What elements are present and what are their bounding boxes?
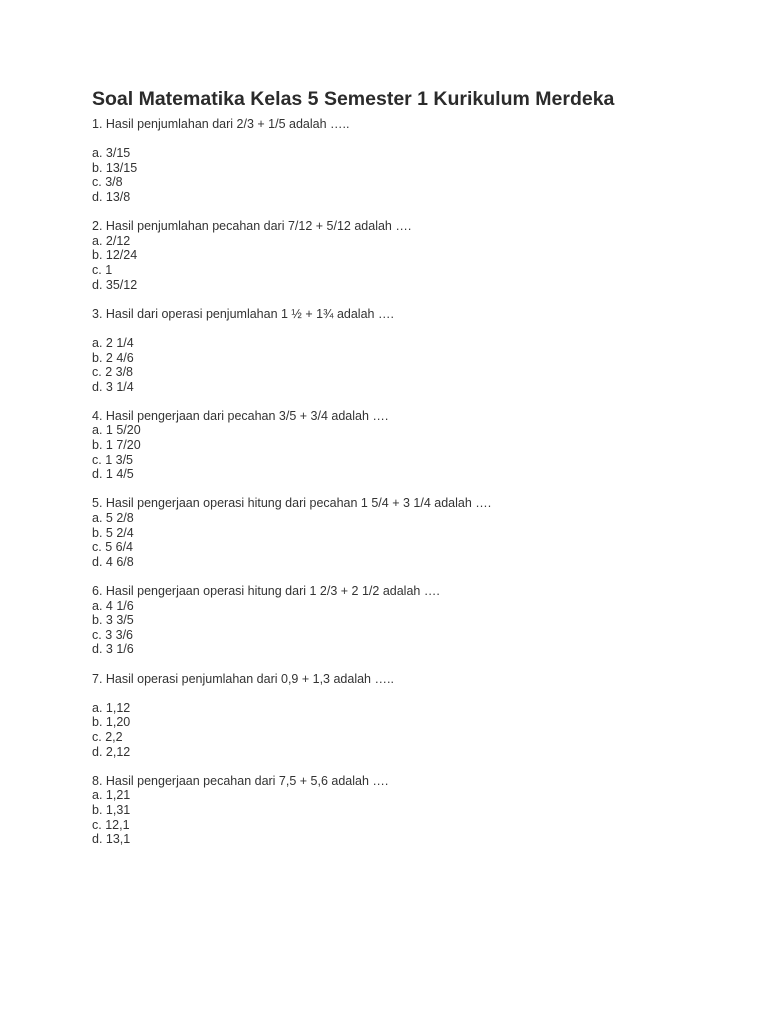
option-a: a. 4 1/6	[92, 598, 134, 613]
option-b: b. 1,20	[92, 715, 131, 730]
option-b: b. 12/24	[92, 248, 138, 263]
option-c: c. 5 6/4	[92, 540, 133, 555]
option-c: c. 12,1	[92, 817, 130, 832]
spacer	[92, 321, 732, 336]
options-list	[92, 234, 732, 292]
question-text: 5. Hasil pengerjaan operasi hitung dari pecahan 1 5/4 + 3 1/4 adalah ….	[92, 496, 492, 511]
options-list	[92, 146, 732, 204]
option-d: d. 13/8	[92, 189, 131, 204]
question-2	[92, 219, 732, 292]
spacer	[92, 205, 732, 220]
question-text: 8. Hasil pengerjaan pecahan dari 7,5 + 5,6 adalah ….	[92, 773, 389, 788]
option-c: c. 3/8	[92, 175, 123, 190]
page-title: Soal Matematika Kelas 5 Semester 1 Kurikulum Merdeka	[92, 88, 615, 110]
question-7	[92, 672, 732, 760]
document-page	[92, 87, 732, 847]
spacer	[92, 482, 732, 497]
question-text: 2. Hasil penjumlahan pecahan dari 7/12 + 5/12 adalah ….	[92, 219, 412, 234]
option-d: d. 13,1	[92, 832, 131, 847]
option-d: d. 4 6/8	[92, 554, 134, 569]
option-c: c. 3 3/6	[92, 627, 133, 642]
question-text: 3. Hasil dari operasi penjumlahan 1 ½ + 1¾ adalah ….	[92, 306, 394, 321]
question-text: 4. Hasil pengerjaan dari pecahan 3/5 + 3/4 adalah ….	[92, 408, 389, 423]
option-a: a. 2 1/4	[92, 335, 134, 350]
question-text: 1. Hasil penjumlahan dari 2/3 + 1/5 adalah …..	[92, 117, 350, 131]
spacer	[92, 569, 732, 584]
option-c: c. 1 3/5	[92, 452, 133, 467]
option-d: d. 3 1/6	[92, 642, 134, 657]
question-text: 6. Hasil pengerjaan operasi hitung dari 1 2/3 + 2 1/2 adalah ….	[92, 584, 440, 598]
spacer	[92, 292, 732, 307]
option-a: a. 1,21	[92, 788, 131, 803]
option-a: a. 2/12	[92, 233, 131, 248]
question-3	[92, 307, 732, 395]
options-list	[92, 599, 732, 657]
options-list	[92, 336, 732, 394]
option-c: c. 2 3/8	[92, 365, 133, 380]
options-list	[92, 511, 732, 569]
option-b: b. 2 4/6	[92, 350, 134, 365]
option-b: b. 3 3/5	[92, 613, 134, 628]
question-1	[92, 117, 732, 205]
option-a: a. 5 2/8	[92, 511, 134, 526]
option-a: a. 1,12	[92, 700, 131, 715]
option-d: d. 2,12	[92, 744, 131, 759]
option-a: a. 3/15	[92, 146, 131, 161]
option-b: b. 1 7/20	[92, 438, 141, 453]
question-8	[92, 774, 732, 847]
spacer	[92, 686, 732, 701]
spacer	[92, 759, 732, 774]
options-list	[92, 701, 732, 759]
question-text: 7. Hasil operasi penjumlahan dari 0,9 + 1,3 adalah …..	[92, 671, 394, 686]
options-list	[92, 788, 732, 846]
question-6	[92, 584, 732, 657]
spacer	[92, 657, 732, 672]
option-b: b. 13/15	[92, 160, 138, 175]
question-5	[92, 496, 732, 569]
option-c: c. 2,2	[92, 729, 123, 744]
spacer	[92, 394, 732, 409]
option-d: d. 35/12	[92, 277, 138, 292]
question-4	[92, 409, 732, 482]
option-b: b. 5 2/4	[92, 525, 134, 540]
option-a: a. 1 5/20	[92, 423, 141, 438]
option-d: d. 3 1/4	[92, 379, 134, 394]
option-d: d. 1 4/5	[92, 467, 134, 482]
options-list	[92, 423, 732, 481]
option-c: c. 1	[92, 262, 113, 277]
spacer	[92, 132, 732, 147]
option-b: b. 1,31	[92, 802, 131, 817]
